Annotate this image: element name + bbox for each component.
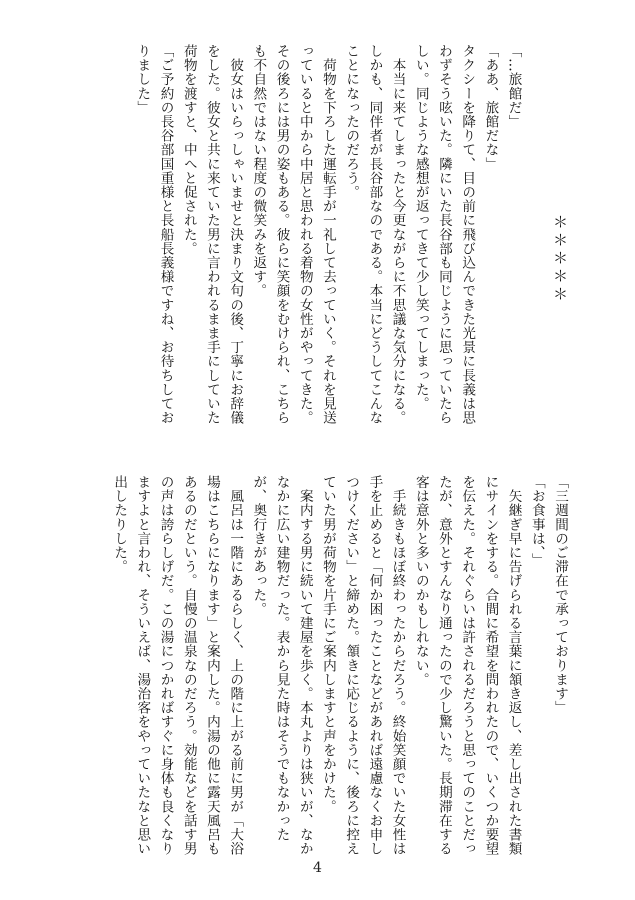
top-body-text [61, 44, 571, 429]
section-break-stars: ＊＊＊＊＊ [551, 214, 569, 304]
top-dialogue: 「…旅館だ」 「ああ、旅館だな」 [482, 44, 522, 171]
page-number: 4 [313, 860, 322, 876]
top-text-block [61, 44, 571, 429]
top-narration: タクシーを降りて、目の前に飛び込んできた光景に長義は思わずそう呟いた。隣にいた長谷部も同じように思っていたらしい。同じような感想が返ってきて少し笑ってしまった。 本当に来てしまったと今更ながらに不思議な気分になる。しかも、同伴者が長谷部なのである。本当にどうしてこんなことになったのだろう。 荷物を下ろした運転手が一礼して去っていく。それを見送っていると中から中居と思われる着物の女性がやってきた。その後ろには男の姿もある。彼らに笑顔をむけられ、こちらも不自然ではない程度の微笑みを返す。 彼女はいらっしゃいませと決まり文句の後、丁寧にお辞儀をした。彼女と共に来ていた男に言われるまま手にしていた荷物を渡すと、中へと促された。 「ご予約の長谷部国重様と長船長義様ですね、お待ちしておりました」 [134, 44, 476, 425]
bottom-text-block [61, 475, 571, 860]
bottom-body-text: 「三週間のご滞在で承っております」 「お食事は、」 矢継ぎ早に告げられる言葉に頷き返し、差し出された書類にサインをする。合間に希望を問われたので、いくつか要望を伝えた。それぐらいは許されるだろうと思ってのことだったが、意外とすんなり通ったので少し驚いた。長期滞在する客は意外と多いのかもしれない。 手続きもほぼ終わったからだろう。終始笑顔でいた女性は手を止めると「何か困ったことなどがあれば遠慮なくお申しつけください」と締めた。頷きに応じるように、後ろに控えていた男が荷物を片手にご案内しますと声をかけた。 案内する男に続いて建屋を歩く。本丸よりは狭いが、なかなかに広い建物だった。表から見た時はそうでもなかったが、奥行きがあった。 風呂は一階にあるらしく、上の階に上がる前に男が「大浴場はこちらになります」と案内した。内湯の他に露天風呂もあるのだという。自慢の温泉なのだろう。効能などを話す男の声は誇らしげだ。この湯につかればすぐに身体も良くなりますよと言われ、そういえば、湯治客をやっていたなと思い出したりした。 [111, 475, 568, 856]
